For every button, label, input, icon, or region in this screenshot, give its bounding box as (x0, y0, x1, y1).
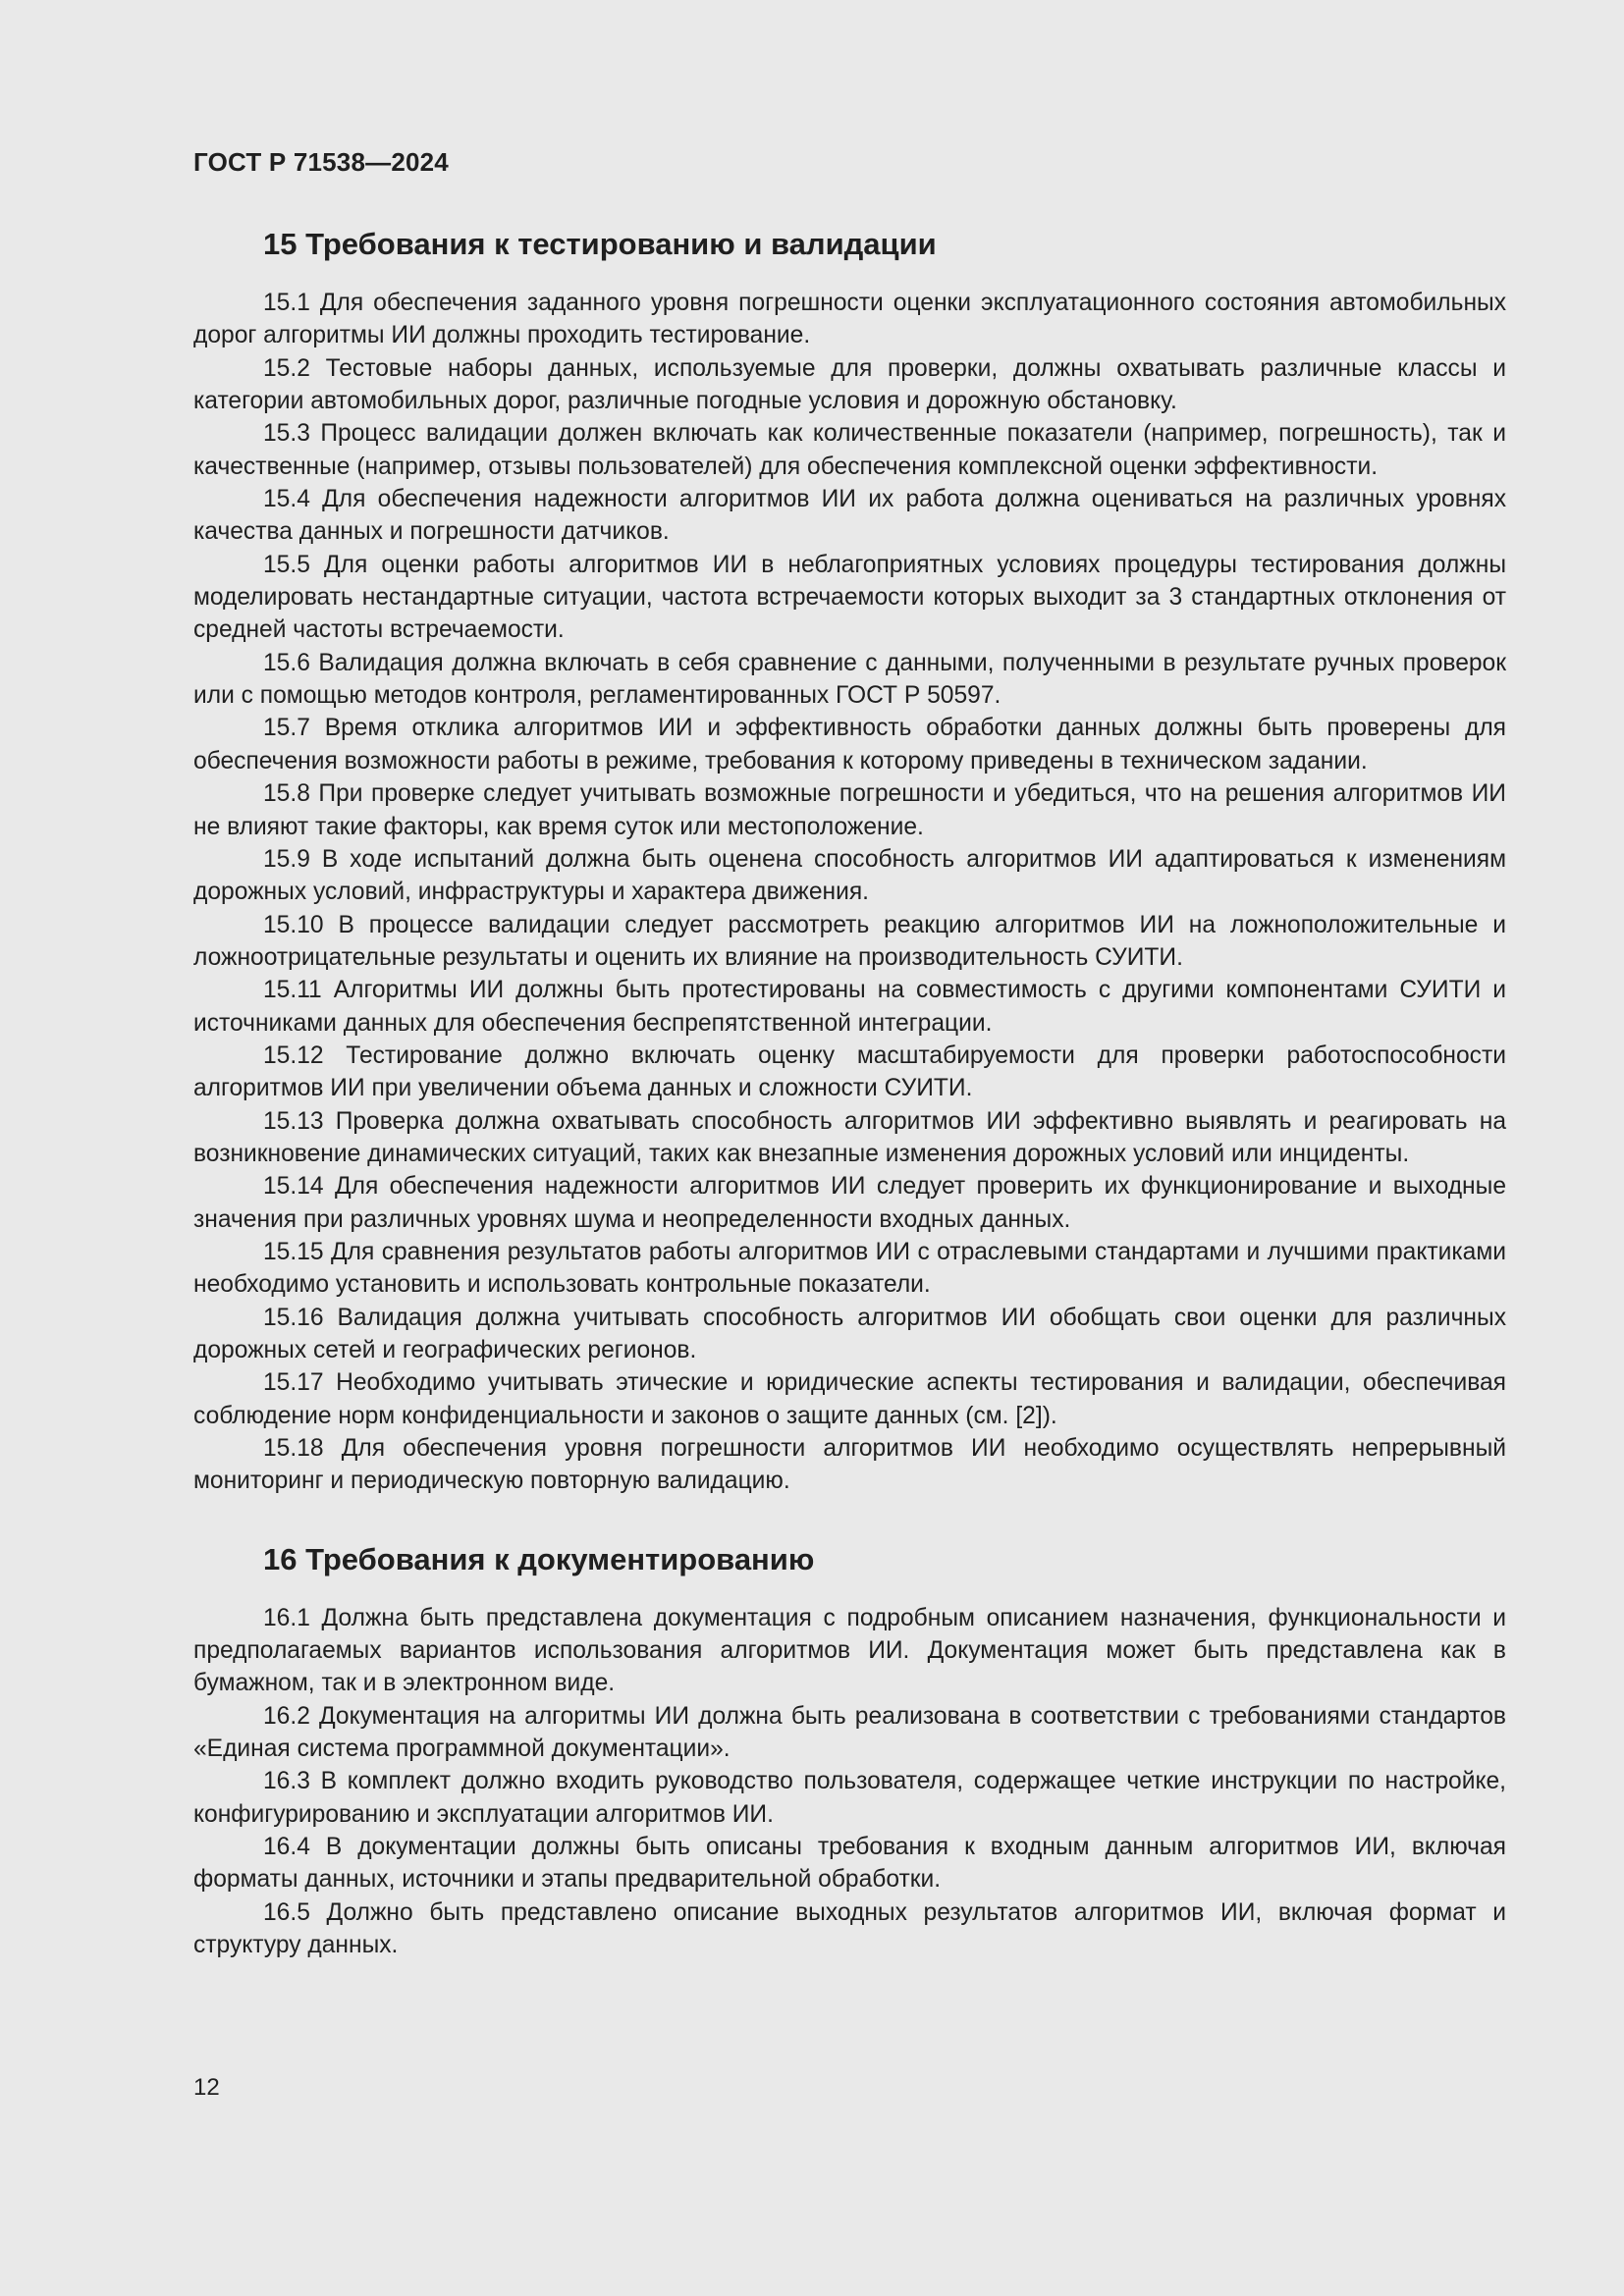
clause-15-10: 15.10 В процессе валидации следует рассмотреть реакцию алгоритмов ИИ на ложноположительные и ложноотрицательные результаты и оценить их влияние на производительность СУИТИ. (193, 911, 1506, 971)
clause-15-17: 15.17 Необходимо учитывать этические и юридические аспекты тестирования и валидации, обеспечивая соблюдение норм конфиденциальности и законов о защите данных (см. [2]). (193, 1369, 1506, 1429)
clause-15-4: 15.4 Для обеспечения надежности алгоритмов ИИ их работа должна оцениваться на различных уровнях качества данных и погрешности датчиков. (193, 486, 1506, 546)
section-title: 15 Требования к тестированию и валидации (263, 227, 937, 261)
section-body (193, 287, 1506, 1498)
document-code-header: ГОСТ Р 71538—2024 (193, 147, 449, 177)
clause-16-4: 16.4 В документации должны быть описаны требования к входным данным алгоритмов ИИ, включая форматы данных, источники и этапы предварительной обработки. (193, 1834, 1506, 1894)
clause-16-3: 16.3 В комплект должно входить руководство пользователя, содержащее четкие инструкции по настройке, конфигурированию и эксплуатации алгоритмов ИИ. (193, 1768, 1506, 1828)
clause-16-2: 16.2 Документация на алгоритмы ИИ должна быть реализована в соответствии с требованиями стандартов «Единая система программной документации». (193, 1702, 1506, 1763)
clause-16-5: 16.5 Должно быть представлено описание выходных результатов алгоритмов ИИ, включая формат и структуру данных. (193, 1898, 1506, 1959)
clause-15-12: 15.12 Тестирование должно включать оценку масштабируемости для проверки работоспособности алгоритмов ИИ при увеличении объема данных и сложности СУИТИ. (193, 1041, 1506, 1102)
section-title: 16 Требования к документированию (263, 1541, 815, 1576)
clause-15-3: 15.3 Процесс валидации должен включать как количественные показатели (например, погрешность), так и качественные (например, отзывы пользователей) для обеспечения комплексной оценки эффективности. (193, 420, 1506, 480)
clause-15-6: 15.6 Валидация должна включать в себя сравнение с данными, полученными в результате ручных проверок или с помощью методов контроля, регламентированных ГОСТ Р 50597. (193, 649, 1506, 710)
page-number: 12 (193, 2074, 220, 2101)
clause-15-8: 15.8 При проверке следует учитывать возможные погрешности и убедиться, что на решения алгоритмов ИИ не влияют такие факторы, как время суток или местоположение. (193, 780, 1506, 840)
clause-15-9: 15.9 В ходе испытаний должна быть оценена способность алгоритмов ИИ адаптироваться к изменениям дорожных условий, инфраструктуры и характера движения. (193, 845, 1506, 906)
clause-16-1: 16.1 Должна быть представлена документация с подробным описанием назначения, функциональности и предполагаемых вариантов использования алгоритмов ИИ. Документация может быть представлена как в бумажном, так и в электронном виде. (193, 1604, 1506, 1697)
clause-15-16: 15.16 Валидация должна учитывать способность алгоритмов ИИ обобщать свои оценки для различных дорожных сетей и географических регионов. (193, 1304, 1506, 1363)
clause-15-1: 15.1 Для обеспечения заданного уровня погрешности оценки эксплуатационного состояния автомобильных дорог алгоритмы ИИ должны проходить тестирование. (193, 290, 1506, 349)
section-body (193, 1602, 1506, 1962)
clause-15-2: 15.2 Тестовые наборы данных, используемые для проверки, должны охватывать различные классы и категории автомобильных дорог, различные погодные условия и дорожную обстановку. (193, 354, 1506, 415)
clause-15-15: 15.15 Для сравнения результатов работы алгоритмов ИИ с отраслевыми стандартами и лучшими практиками необходимо установить и использовать контрольные показатели. (193, 1238, 1506, 1299)
section-16 (193, 1537, 1506, 1962)
section-15 (193, 222, 1506, 1498)
document-content (193, 222, 1506, 1962)
clause-15-7: 15.7 Время отклика алгоритмов ИИ и эффективность обработки данных должны быть проверены для обеспечения возможности работы в режиме, требования к которому приведены в техническом задании. (193, 715, 1506, 774)
clause-15-14: 15.14 Для обеспечения надежности алгоритмов ИИ следует проверить их функционирование и выходные значения при различных уровнях шума и неопределенности входных данных. (193, 1173, 1506, 1233)
clause-15-18: 15.18 Для обеспечения уровня погрешности алгоритмов ИИ необходимо осуществлять непрерывный мониторинг и периодическую повторную валидацию. (193, 1435, 1506, 1495)
clause-15-13: 15.13 Проверка должна охватывать способность алгоритмов ИИ эффективно выявлять и реагировать на возникновение динамических ситуаций, таких как внезапные изменения дорожных условий или инциденты. (193, 1107, 1506, 1167)
clause-15-5: 15.5 Для оценки работы алгоритмов ИИ в неблагоприятных условиях процедуры тестирования должны моделировать нестандартные ситуации, частота встречаемости которых выходит за 3 стандартных отклонения от средней частоты встречаемости. (193, 551, 1506, 644)
clause-15-11: 15.11 Алгоритмы ИИ должны быть протестированы на совместимость с другими компонентами СУИТИ и источниками данных для обеспечения беспрепятственной интеграции. (193, 977, 1506, 1037)
